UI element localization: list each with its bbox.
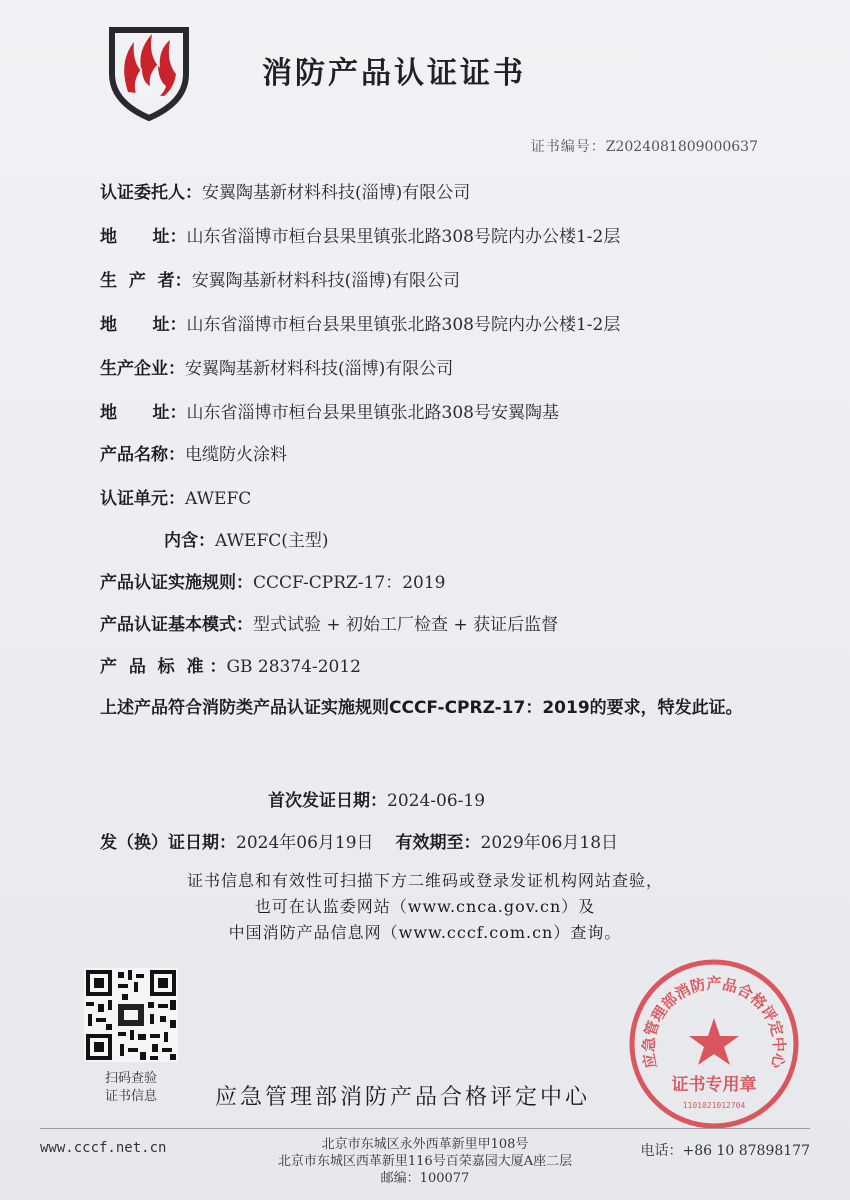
- certificate-number: [531, 136, 758, 156]
- qr-caption-line: 证书信息: [104, 1089, 157, 1104]
- field-value: CCCF-CPRZ-17：2019: [253, 573, 446, 593]
- qr-caption-line: 扫码查验: [104, 1071, 157, 1086]
- notice-line-2: 也可在认监委网站（www.cnca.gov.cn）及: [254, 897, 596, 916]
- field-value: 山东省淄博市桓台县果里镇张北路308号院内办公楼1-2层: [186, 315, 621, 335]
- valid-until-label: 有效期至：: [395, 833, 481, 853]
- reissue-label: 发（换）证日期：: [100, 833, 236, 853]
- field-value: AWEFC: [185, 489, 252, 509]
- footer-address-1: 北京市东城区永外西革新里甲108号: [321, 1137, 529, 1152]
- field-label: 产品认证实施规则：: [100, 573, 253, 593]
- field-row-factory-address: [100, 398, 559, 423]
- field-row-manufacturer: [100, 266, 460, 291]
- field-value: 山东省淄博市桓台县果里镇张北路308号院内办公楼1-2层: [186, 227, 621, 247]
- footer-phone: 电话：+86 10 87898177: [640, 1143, 810, 1159]
- field-label: 产品认证基本模式：: [100, 615, 253, 635]
- field-value: 电缆防火涂料: [185, 445, 287, 465]
- field-row-product-standard: [100, 652, 361, 677]
- field-row-product-name: [100, 440, 287, 465]
- field-row-factory: [100, 354, 453, 379]
- footer-address-2: 北京市东城区西革新里116号百荣嘉园大厦A座二层: [277, 1154, 573, 1169]
- field-label: 认证委托人：: [100, 183, 202, 203]
- certificate-number-label: 证书编号：: [530, 139, 606, 155]
- field-label: 产 品 标 准 ：: [100, 657, 227, 677]
- certificate-number-value: Z2024081809000637: [605, 139, 758, 155]
- notice-line-3: 中国消防产品信息网（www.cccf.com.cn）查询。: [228, 923, 622, 942]
- field-label: 地 址：: [100, 403, 187, 423]
- field-label: 生产企业：: [100, 359, 185, 379]
- seal-serial: 1101021012704: [682, 1101, 746, 1110]
- field-row-cert-unit: [100, 484, 251, 509]
- field-row-implementation-rule: [100, 568, 446, 593]
- field-value: 安翼陶基新材料科技(淄博)有限公司: [191, 271, 460, 291]
- field-label: 认证单元：: [100, 489, 185, 509]
- qr-code-icon[interactable]: [84, 968, 178, 1062]
- field-row-cert-mode: [100, 610, 558, 635]
- field-value: 山东省淄博市桓台县果里镇张北路308号安翼陶基: [186, 403, 559, 423]
- field-label: 内含：: [164, 531, 215, 551]
- field-label: 地 址：: [100, 315, 187, 335]
- qr-caption: [84, 1070, 178, 1106]
- footer-website-link[interactable]: www.cccf.net.cn: [40, 1140, 167, 1156]
- reissue-value: 2024年06月19日: [236, 833, 374, 853]
- field-row-contains: [164, 526, 329, 551]
- seal-arc-text: 应急管理部消防产品合格评定中心: [639, 974, 789, 1070]
- issuing-authority: 应急管理部消防产品合格评定中心: [215, 1085, 591, 1110]
- field-label: 地 址：: [100, 227, 187, 247]
- first-issue-label: 首次发证日期：: [268, 791, 387, 811]
- seal-star-icon: [689, 1018, 739, 1065]
- field-value: 安翼陶基新材料科技(淄博)有限公司: [185, 359, 454, 379]
- field-value: AWEFC(主型): [215, 531, 329, 551]
- field-value: GB 28374-2012: [226, 657, 362, 677]
- notice-line-1: 证书信息和有效性可扫描下方二维码或登录发证机构网站查验，: [186, 871, 663, 890]
- field-value: 安翼陶基新材料科技(淄博)有限公司: [202, 183, 471, 203]
- field-row-manufacturer-address: [100, 310, 620, 335]
- field-label: 产品名称：: [100, 445, 185, 465]
- certificate-title: 消防产品认证证书: [262, 56, 526, 91]
- field-label: 生 产 者：: [100, 271, 192, 291]
- valid-until-value: 2029年06月18日: [480, 833, 619, 853]
- first-issue-date: [268, 786, 485, 811]
- conformity-statement: 上述产品符合消防类产品认证实施规则CCCF-CPRZ-17：2019的要求，特发此证。: [100, 698, 743, 718]
- fire-shield-logo-icon: [106, 22, 192, 122]
- field-row-applicant-address: [100, 222, 620, 247]
- field-value: 型式试验 + 初始工厂检查 + 获证后监督: [253, 615, 559, 635]
- footer-postcode: 邮编：100077: [380, 1171, 470, 1186]
- field-row-applicant: [100, 178, 470, 203]
- footer-divider: [40, 1128, 810, 1129]
- official-seal-stamp: [626, 956, 802, 1132]
- issue-validity-row: [100, 828, 618, 853]
- seal-center-text: 证书专用章: [671, 1075, 757, 1095]
- first-issue-value: 2024-06-19: [387, 791, 486, 811]
